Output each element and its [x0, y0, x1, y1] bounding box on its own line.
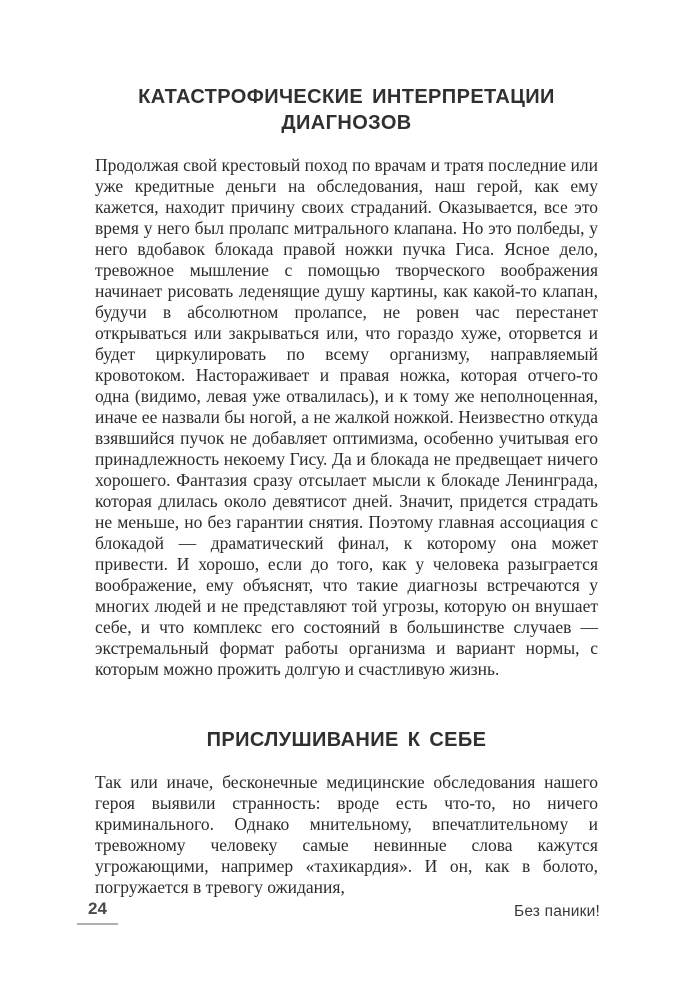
section-paragraph-listening-to-self: Так или иначе, бесконечные медицинские обследования нашего героя выявили странность: вроде есть что-то, но ничего криминального. Однако мнительному, впечатлительному и тревожному человеку самые невинные слова кажутся угрожающими, например «тахикардия». И он, как в болото, погружается в тревогу ожидания, [95, 772, 598, 897]
running-title: Без паники! [513, 903, 600, 920]
section-heading-listening-to-self: ПРИСЛУШИВАНИЕ К СЕБЕ [206, 729, 487, 751]
page-number: 24 [77, 899, 118, 925]
section-paragraph-catastrophic-interpretations: Продолжая свой крестовый поход по врачам и тратя последние или уже кредитные деньги на обследования, наш герой, как ему кажется, находит причину своих страданий. Оказывается, все это время у него был пролапс митрального клапана. Но это полбеды, у него вдобавок блокада правой ножки пучка Гиса. Ясное дело, тревожное мышление с помощью творческого воображения начинает рисовать леденящие душу картины, как какой-то клапан, будучи в абсолютном пролапсе, не ровен час перестанет открываться или закрываться или, что гораздо хуже, оторвется и будет циркулировать по всему организму, направляемый кровотоком. Настораживает и правая ножка, которая отчего-то одна (видимо, левая уже отвалилась), и к тому же неполноценная, иначе ее назвали бы ногой, а не жалкой ножкой. Неизвестно откуда взявшийся пучок не добавляет оптимизма, особенно учитывая его принадлежность некоему Гису. Да и блокада не предвещает ничего хорошего. Фантазия сразу отсылает мысли к блокаде Ленинграда, которая длилась около девятисот дней. Значит, придется страдать не меньше, но без гарантии снятия. Поэтому главная ассоциация с блокадой — драматический финал, к которому она может привести. И хорошо, если до того, как у человека разыграется воображение, ему объяснят, что такие диагнозы встречаются у многих людей и не представляют той угрозы, которую он внушает себе, и что комплекс его состояний в большинстве случаев — экстремальный формат работы организма и вариант нормы, с которым можно прожить долгую и счастливую жизнь. [95, 155, 598, 679]
content-column [95, 0, 598, 898]
section-heading-catastrophic-interpretations: КАТАСТРОФИЧЕСКИЕ ИНТЕРПРЕТАЦИИ ДИАГНОЗОВ [138, 86, 555, 134]
section-catastrophic-interpretations [95, 84, 598, 680]
section-listening-to-self [95, 727, 598, 898]
